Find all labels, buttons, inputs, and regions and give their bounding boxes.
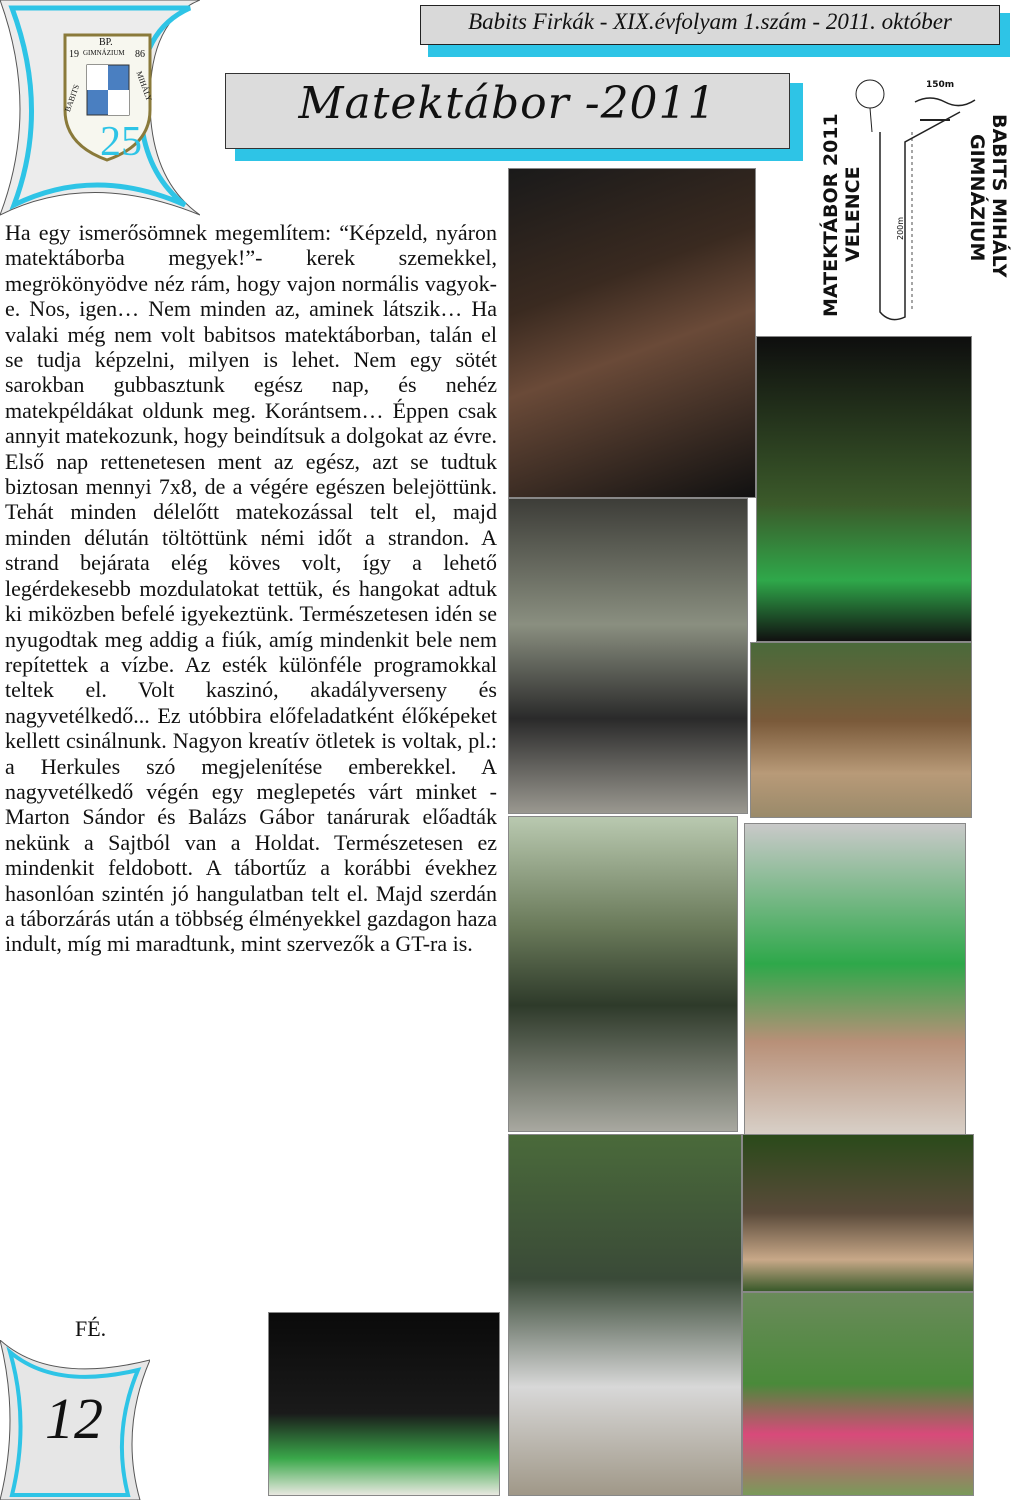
photo-night-party	[508, 168, 756, 498]
anniversary-number: 25	[100, 119, 142, 165]
logo-abbr: BP.	[99, 37, 113, 48]
article-signature: FÉ.	[75, 1316, 107, 1341]
photo-group-pose	[508, 498, 748, 814]
photo-bench-stretch	[750, 642, 972, 818]
logo-left-word: BABITS	[63, 83, 82, 114]
logo-year-left: 19	[69, 49, 79, 60]
photo-human-pyramid	[742, 1292, 974, 1496]
photo-outdoor-game	[508, 816, 738, 1132]
camp-map	[820, 72, 1012, 330]
map-distance-top: 150m	[926, 80, 955, 90]
logo-school-word: GIMNÁZIUM	[83, 49, 125, 57]
photo-tables-outdoors	[508, 1134, 742, 1496]
article-body: Ha egy ismerősömnek megemlítem: “Képzeld, nyáron matektáborba megyek!”- kerek szemekkel, megrökönyödve néz rám, hogy vajon normális vagyok-e. Nos, igen… Nem minden az, aminek látszik… Ha valaki még nem volt babitsos matektáborban, talán el se tudja képzelni, milyen is lehet. Nem egy sötét sarokban gubbasztunk egész nap, és nehéz matekpéldákat oldunk meg. Korántsem… Éppen csak annyit matekozunk, hogy beindítsuk a dolgokat az évre. Első nap rettenetesen ment az egész, azt se tudtuk biztosan mennyi 7x8, de a végére egészen belejöttünk. Tehát minden délelőtt matekozással telt el, majd minden délután töltöttünk némi időt a strandon. A strand bejárata elég köves volt, így a lehető legérdekesebb mozdulatokat tettük, és hangokat adtuk ki miközben befelé igyekeztünk. Természetesen idén se nyugodtak meg addig a fiúk, amíg mindenkit bele nem repítettek a vízbe. Az esték különféle programokkal teltek el. Volt kaszinó, akadályverseny és nagyvetélkedő... Ez utóbbira előfeladatként élőképeket kellett csinálnunk. Nagyon kreatív ötletek is voltak, pl.: a Herkules szó megjelenítése emberekkel. A nagyvetélkedő végén egy meglepetés várt minket - Marton Sándor és Balázs Gábor tanárurak előadták nekünk a Sajtból van a Holdat. Természetesen ez mindenkit feldobott. A tábortűz a korábbi évekhez hasonlóan szintén jó hangulatban telt el. Majd szerdán a táborzárás után a többség élményekkel gazdagon haza indult, míg mi maradtunk, mint szervezők a GT-ra is.	[5, 220, 497, 957]
photo-apple-game	[756, 336, 972, 642]
photo-girls-indoor	[744, 823, 966, 1136]
map-distance-side: 200m	[896, 216, 905, 240]
page-number: 12	[45, 1386, 103, 1451]
photo-campfire-crowd	[268, 1312, 500, 1496]
map-label-camp: MATEKTÁBOR 2011	[820, 113, 842, 317]
photo-apple-tree	[742, 1134, 974, 1292]
header-text: Babits Firkák - XIX.évfolyam 1.szám - 2011. október	[468, 9, 952, 34]
logo-right-word: MIHÁLY	[134, 70, 154, 103]
page-title: Matektábor -2011	[298, 78, 717, 129]
map-label-school-name: BABITS MIHÁLY	[988, 114, 1010, 278]
map-label-school-type: GIMNÁZIUM	[966, 134, 988, 262]
logo-year-right: 86	[135, 49, 145, 60]
map-label-town: VELENCE	[842, 166, 864, 262]
